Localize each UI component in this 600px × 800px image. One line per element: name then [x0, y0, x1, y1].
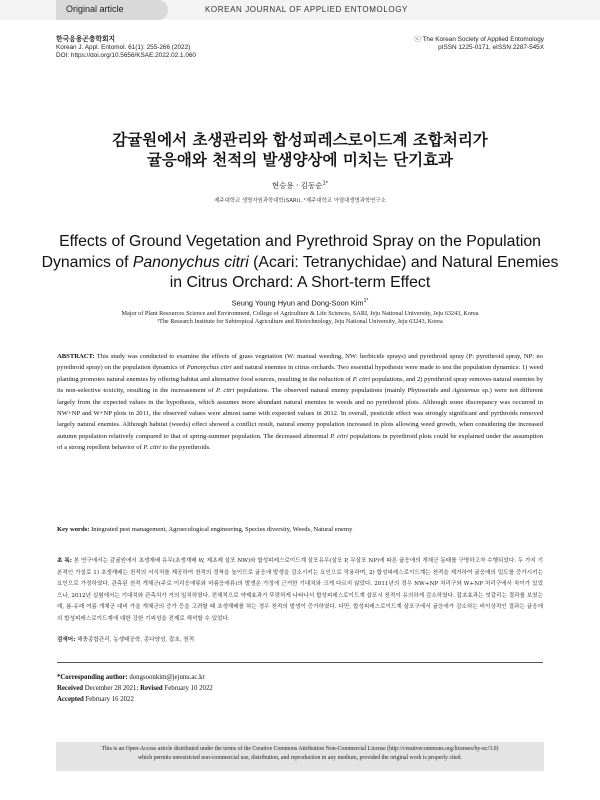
citation-reference: Korean J. Appl. Entomol. 61(1): 255-266 (2022)	[56, 44, 191, 51]
korean-keywords	[57, 635, 543, 645]
english-affiliation	[0, 310, 600, 326]
article-type-label: Original article	[66, 4, 124, 14]
abstract-text-3: populations, and 2) pyrethroid spray removes natural enemies by its non-selective toxicity, resulting in the increasement of	[57, 375, 543, 395]
abstract-species-6: P. citri	[143, 444, 161, 452]
abstract-species-4: Agistemus	[452, 387, 480, 395]
doi-link[interactable]: DOI: https://doi.org/10.5656/KSAE.2022.02.1.060	[56, 52, 196, 59]
english-affiliation-line-2: ¹The Research Institute for Subtropical Agriculture and Biotechnology, Jeju National University, Jeju 63243, Korea	[157, 318, 443, 325]
abstract-label: ABSTRACT:	[57, 353, 95, 360]
korean-affiliation: 제주대학교 생명자원과학대학(SARI), ¹제주대학교 아열대생명과학연구소	[214, 198, 386, 204]
english-keywords	[57, 525, 543, 535]
open-access-notice	[56, 742, 544, 771]
header-band	[0, 0, 600, 20]
abstract-species-2: P. citri	[352, 375, 371, 383]
society-block	[414, 36, 544, 52]
footnote-divider	[57, 662, 543, 663]
english-title	[40, 232, 560, 294]
correspondence-block	[57, 672, 213, 705]
keywords-label: Key words:	[57, 526, 90, 533]
english-affiliation-line-1: Major of Plant Resources Science and Environment, College of Agriculture & Life Sciences, SARI, Jeju National University, Jeju 63243, Korea	[121, 310, 479, 317]
abstract-text-6: populations in pyrethroid plots could be explained under the assumption of a strong repellent behavior of	[57, 432, 543, 452]
english-title-line-3: in Citrus Orchard: A Short-term Effect	[169, 274, 431, 291]
english-author-superscript: 1*	[363, 298, 369, 304]
korean-abstract-label: 초 록:	[57, 558, 73, 564]
english-title-line-2-start: Dynamics of	[41, 253, 133, 271]
abstract-species-5: P. citri	[330, 432, 348, 440]
open-access-line-1: This is an Open-Access article distributed under the terms of the Creative Commons Attribution Non-Commercial License (http://creativecommons.org/licenses/by-nc/3.0)	[101, 746, 499, 752]
issn-info: pISSN 1225-0171, eISSN 2287-545X	[438, 44, 544, 51]
english-authors	[0, 298, 600, 307]
korean-title-line-1: 감귤원에서 초생관리와 합성피레스로이드계 조합처리가	[112, 131, 488, 149]
keywords-text: Integrated pest management, Agroecological engineering, Species diversity, Weeds, Natural enemy	[89, 526, 353, 533]
abstract-text-1: This study was conducted to examine the effects of grass vegetation (W: manual weeding, NW: herbicide sprays) and pyrethroid spray (P: pyrethroid spray, NP: no pyrethroid spray) on the population dynamics of	[57, 353, 543, 372]
received-revised-dates	[57, 683, 213, 694]
korean-abstract	[57, 556, 543, 625]
received-label: Received	[57, 685, 84, 692]
accepted-date-line	[57, 694, 213, 705]
revised-date: February 10 2022	[162, 685, 213, 692]
accepted-date: February 16 2022	[83, 696, 134, 703]
open-access-line-2: which permits unrestricted non-commercial use, distribution, and reproduction in any medium, provided the original work is properly cited.	[137, 755, 463, 761]
korean-abstract-text: 본 연구에서는 감귤원에서 초생재배 유무(초생재배 W, 제초제 살포 NW)와 합성피레스로이드계 살포유무(살포 P, 무살포 NP)에 따른 귤응애의 개체군 동태를 구명하고자 수행되었다. 두 가지 기본적인 가설로 1) 초생재배는 천적의 서식처를 제공하여 천적의 정착을 높이므로 귤응애 발생을 감소시키는 요인으로 작용하며, 2) 합성피레스로이드계는 천적을 제거하여 귤응애의 밀도를 증가시키는 요인으로 가정하였다. 관측된 천적 개체군(주로 이리응애류와 마름응애류)의 발생은 가정에 근거한 기대치와 크게 다르지 않았다. 2011년의 경우 NW+NP 처리구와 W+NP 처리구에서 차이가 있었으나, 2012년 실험에서는 기대치와 관측치가 거의 일치하였다. 전체적으로 약제효과가 뚜렷하게 나타나서 합성피레스로이드계 살포시 천적이 유의하게 감소하였다. 잡초효과는 엇갈리는 결과를 보였는데, 봄-유래 여름 개체군 대비 가을 개체군의 증가 등을 고려할 때 초생재배를 하는 경우 천적의 발생이 증가하였다. 다만, 합성피레스로이드계 살포구에서 귤응애가 감소하는 비이상적인 결과는 귤응애의 합성피레스로이드계에 대한 강한 기피성을 전제로 해석할 수 있었다.	[57, 558, 543, 622]
abstract-species-1: Panonychus citri	[186, 364, 232, 372]
abstract-species-3: P. citri	[216, 387, 235, 395]
accepted-label: Accepted	[57, 696, 84, 703]
english-title-line-2-end: (Acari: Tetranychidae) and Natural Enemies	[248, 253, 559, 271]
corresponding-author-email[interactable]: dongsoonkim@jejunu.ac.kr	[127, 674, 205, 681]
journal-name: KOREAN JOURNAL OF APPLIED ENTOMOLOGY	[205, 5, 408, 14]
abstract-text-4: populations. The observed natural enemy populations (mainly Phytoseiids and	[234, 387, 453, 395]
corresponding-author	[57, 672, 213, 683]
article-type-tab	[56, 0, 168, 20]
english-title-line-1: Effects of Ground Vegetation and Pyrethroid Spray on the Population	[59, 233, 541, 250]
korean-keywords-text: 해충종합관리, 농생태공학, 종다양성, 잡초, 천적	[75, 637, 195, 643]
korean-authors	[0, 180, 600, 191]
english-author-names: Seung Young Hyun and Dong-Soon Kim	[231, 298, 364, 308]
korean-author-names: 현승용 · 김동순	[271, 181, 323, 190]
journal-korean-name: 한국응용곤충학회지	[56, 36, 116, 43]
korean-title	[40, 130, 560, 170]
corresponding-author-label: *Corresponding author:	[57, 674, 128, 681]
english-abstract	[57, 351, 543, 454]
received-date: December 28 2021;	[83, 685, 141, 692]
abstract-text-5: sp.) were not different largely from the expected values in the hypothesis, which assumes more abundant natural enemies in weeds and no pyrethroid plots. Although some discrepancy was occurred in NW+NP and W+NP plots in 2011, the observed values were almost same with expected values in 2012. In overall, pesticide effect was strongly significant and pyrthroids removed largely natural enemies. Although habitat (weeds) effect showed a conflict result, natural enemy population increased in plots allowing weed growth, when considering the increased autumn population relatively compared to that of spring-summer population. The decreased abnormal	[57, 387, 544, 440]
abstract-text-2: and natural enemies in citrus orchards. Two essential hypothesis were made to test the population dynamics: 1) weed planting promotes natural enemies by offering habitat and alternative food sources, resulting in the reduction of	[57, 364, 543, 383]
english-title-species: Panonychus citri	[132, 253, 249, 271]
korean-keywords-label: 검색어:	[57, 637, 76, 643]
korean-title-line-2: 귤응애와 천적의 발생양상에 미치는 단기효과	[146, 151, 454, 169]
revised-label: Revised	[140, 685, 163, 692]
english-title-line-2	[40, 253, 560, 274]
copyright-notice: ⓒ The Korean Society of Applied Entomology	[414, 36, 544, 43]
korean-author-superscript: 1*	[322, 180, 329, 187]
citation-block	[56, 36, 196, 60]
abstract-text-7: to the pyrethroids.	[160, 444, 211, 452]
